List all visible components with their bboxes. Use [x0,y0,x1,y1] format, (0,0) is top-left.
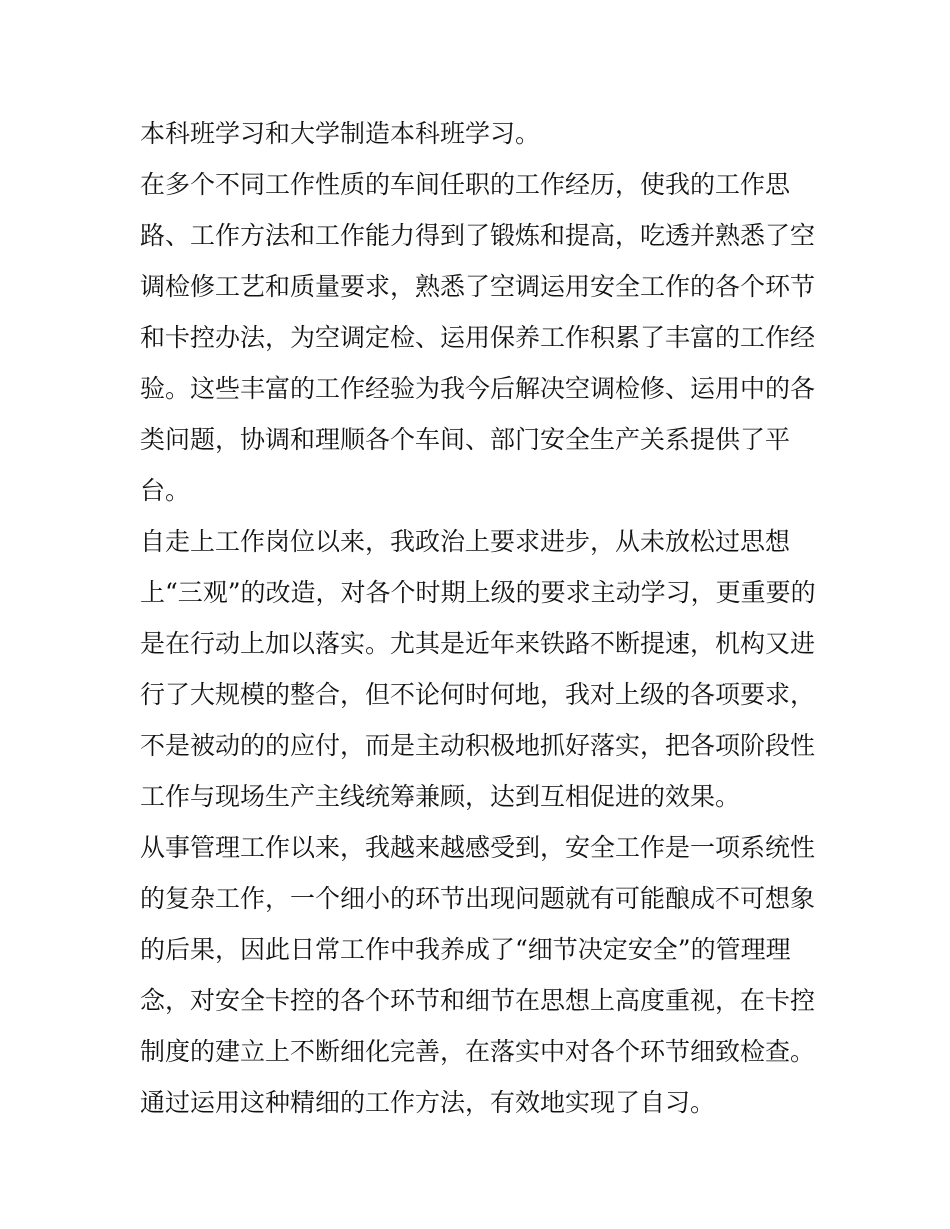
text-line: 念，对安全卡控的各个环节和细节在思想上高度重视，在卡控 [140,986,816,1015]
text-line: 本科班学习和大学制造本科班学习。 [140,119,541,148]
text-line: 从事管理工作以来，我越来越感受到，安全工作是一项系统性 [140,833,816,862]
body-text [140,108,820,1128]
text-line: 路、工作方法和工作能力得到了锻炼和提高，吃透并熟悉了空 [140,221,816,250]
text-line: 是在行动上加以落实。尤其是近年来铁路不断提速，机构又进 [140,629,816,658]
text-line: 类问题，协调和理顺各个车间、部门安全生产关系提供了平 [140,425,791,454]
text-line: 制度的建立上不断细化完善，在落实中对各个环节细致检查。 [140,1037,816,1066]
text-line: 台。 [140,476,191,505]
text-line: 的后果，因此日常工作中我养成了“细节决定安全”的管理理 [140,935,791,964]
text-line: 在多个不同工作性质的车间任职的工作经历，使我的工作思 [140,170,791,199]
text-line: 和卡控办法，为空调定检、运用保养工作积累了丰富的工作经 [140,323,816,352]
text-line: 通过运用这种精细的工作方法，有效地实现了自习。 [140,1088,716,1117]
text-line: 验。这些丰富的工作经验为我今后解决空调检修、运用中的各 [140,374,816,403]
text-line: 的复杂工作，一个细小的环节出现问题就有可能酿成不可想象 [140,884,816,913]
text-line: 自走上工作岗位以来，我政治上要求进步，从未放松过思想 [140,527,791,556]
text-line: 调检修工艺和质量要求，熟悉了空调运用安全工作的各个环节 [140,272,816,301]
text-line: 不是被动的的应付，而是主动积极地抓好落实，把各项阶段性 [140,731,816,760]
text-line: 行了大规模的整合，但不论何时何地，我对上级的各项要求， [140,680,816,709]
text-line: 工作与现场生产主线统筹兼顾，达到互相促进的效果。 [140,782,741,811]
text-line: 上“三观”的改造，对各个时期上级的要求主动学习，更重要的 [140,578,816,607]
